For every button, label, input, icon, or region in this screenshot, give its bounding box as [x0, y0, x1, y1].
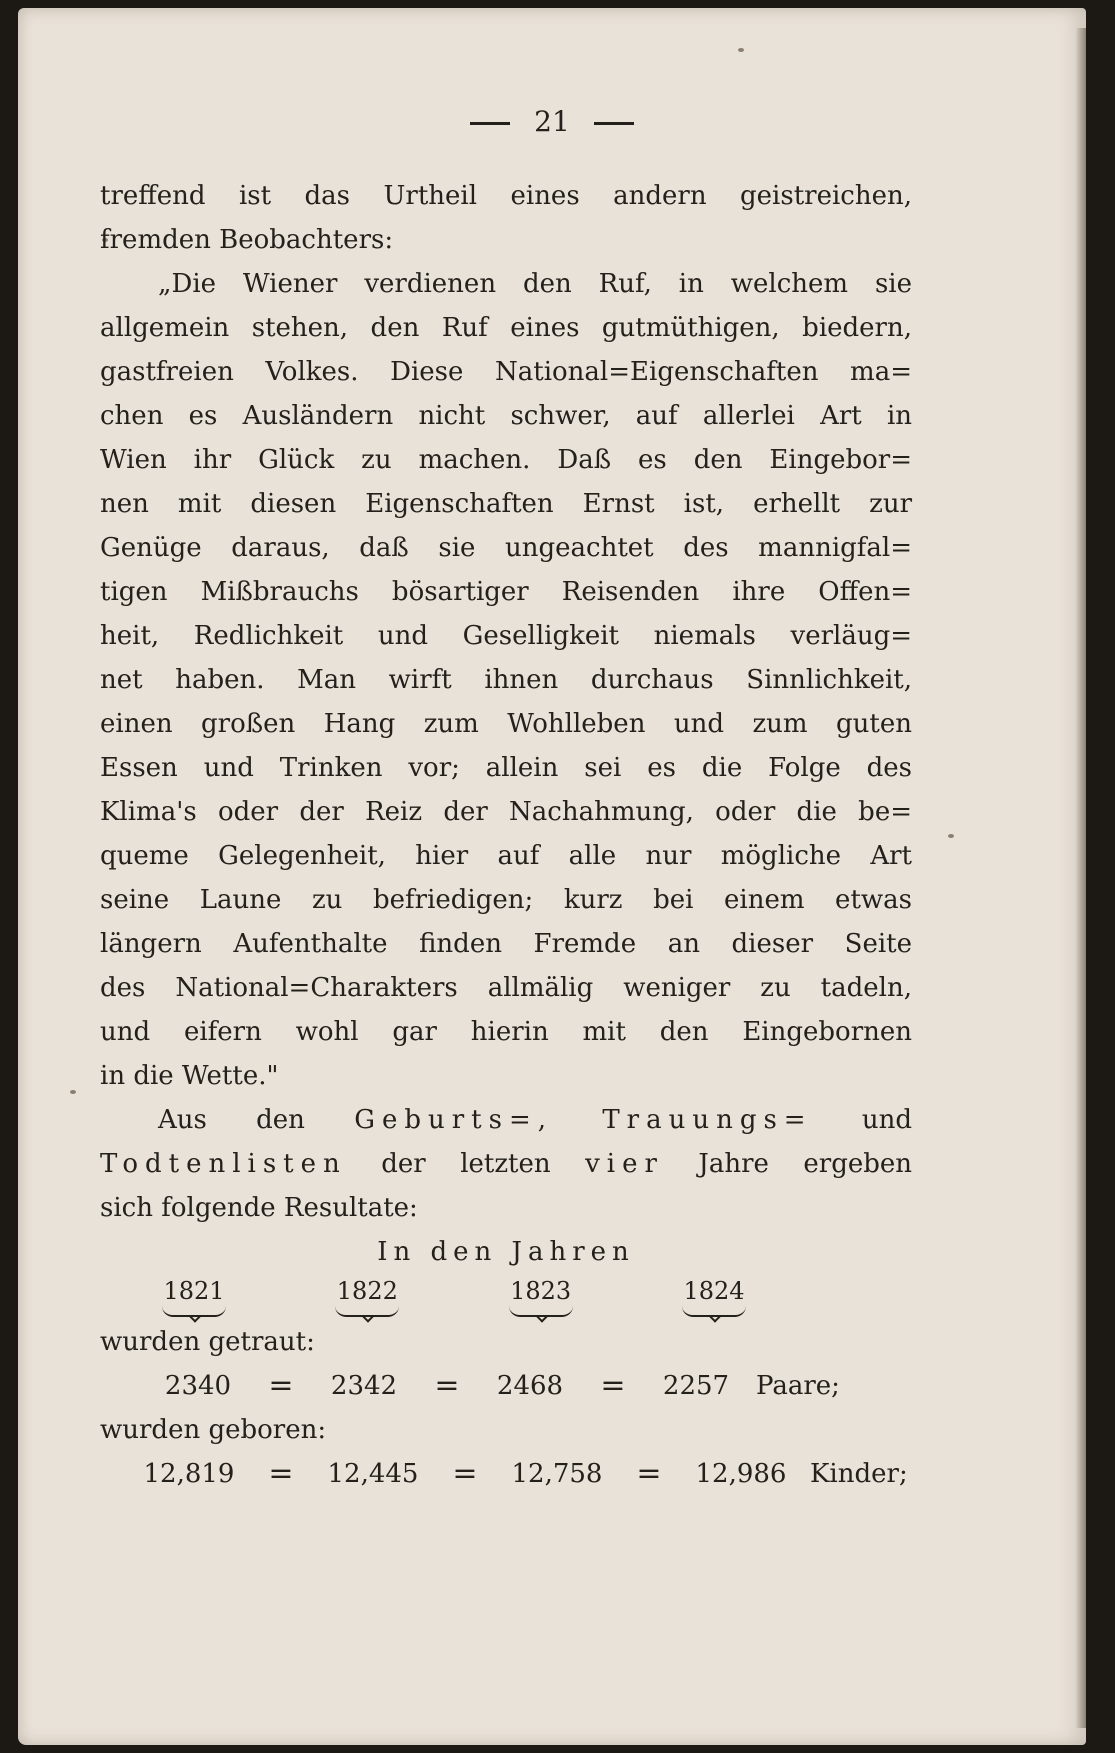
quote-line: heit, Redlichkeit und Geselligkeit niemals verläug= — [100, 621, 912, 651]
text-line: treffend ist das Urtheil eines andern geistreichen, — [100, 181, 912, 211]
quote-line: tigen Mißbrauchs bösartiger Reisenden ihre Offen= — [100, 577, 912, 607]
quote-line: des National=Charakters allmälig weniger zu tadeln, — [100, 973, 912, 1003]
born-value: 12,445 — [327, 1459, 419, 1489]
spaced-word: Trauungs= — [602, 1105, 813, 1135]
text-fragment: Aus den — [158, 1105, 305, 1135]
quote-line: chen es Ausländern nicht schwer, auf allerlei Art in — [100, 401, 912, 431]
born-value: 12,758 — [511, 1459, 603, 1489]
quote-line: Genüge daraus, daß sie ungeachtet des mannigfal= — [100, 533, 912, 563]
text-fragment: und — [861, 1105, 913, 1135]
quote-line: längern Aufenthalte finden Fremde an dieser Seite — [100, 929, 912, 959]
brace-icon — [509, 1306, 573, 1317]
row-label-married: wurden getraut: — [100, 1327, 315, 1357]
quote-line: einen großen Hang zum Wohlleben und zum guten — [100, 709, 912, 739]
text-fragment: der letzten — [381, 1149, 551, 1179]
brace-icon — [335, 1306, 399, 1317]
paper-spot — [70, 1090, 76, 1094]
book-page — [18, 8, 1086, 1745]
born-values-row — [100, 1452, 912, 1496]
year-label: 1824 — [674, 1274, 754, 1320]
text-fragment: Jahre ergeben — [698, 1149, 913, 1179]
header-dash-left — [470, 122, 510, 125]
row-label-born: wurden geboren: — [100, 1415, 327, 1445]
year-label: 1822 — [327, 1274, 407, 1320]
paper-spot — [948, 834, 954, 838]
quote-line: allgemein stehen, den Ruf eines gutmüthigen, biedern, — [100, 313, 912, 343]
table-heading: In den Jahren — [377, 1237, 635, 1267]
text-line: fremden Beobachters: — [100, 225, 394, 255]
year-label: 1823 — [501, 1274, 581, 1320]
equals-sign: = — [600, 1368, 626, 1403]
quote-line: nen mit diesen Eigenschaften Ernst ist, erhellt zur — [100, 489, 912, 519]
born-value: 12,986 — [695, 1459, 787, 1489]
equals-sign: = — [434, 1368, 460, 1403]
spaced-word: Geburts=, — [354, 1105, 554, 1135]
quote-line: queme Gelegenheit, hier auf alle nur mögliche Art — [100, 841, 912, 871]
spaced-word: Todtenlisten — [100, 1149, 347, 1179]
born-value: 12,819 — [143, 1459, 235, 1489]
equals-sign: = — [636, 1456, 662, 1491]
quote-line: gastfreien Volkes. Diese National=Eigenschaften ma= — [100, 357, 912, 387]
text-line — [100, 1142, 912, 1186]
married-value: 2342 — [330, 1371, 398, 1401]
page-edge — [1076, 28, 1086, 1728]
quote-line: Klima's oder der Reiz der Nachahmung, oder die be= — [100, 797, 912, 827]
brace-icon — [162, 1306, 226, 1317]
married-value: 2340 — [164, 1371, 232, 1401]
quote-line: seine Laune zu befriedigen; kurz bei einem etwas — [100, 885, 912, 915]
year-label: 1821 — [154, 1274, 234, 1320]
text-line: sich folgende Resultate: — [100, 1193, 418, 1223]
equals-sign: = — [268, 1456, 294, 1491]
born-unit: Kinder; — [810, 1459, 908, 1489]
quote-line: Wien ihr Glück zu machen. Daß es den Eingebor= — [100, 445, 912, 475]
header-dash-right — [594, 122, 634, 125]
married-unit: Paare; — [756, 1371, 840, 1401]
married-values-row — [100, 1364, 912, 1408]
married-value: 2468 — [496, 1371, 564, 1401]
equals-sign: = — [268, 1368, 294, 1403]
page-number: 21 — [534, 105, 570, 138]
year-header-row — [154, 1274, 754, 1320]
page-body — [100, 174, 912, 1496]
text-line — [100, 1098, 912, 1142]
married-value: 2257 — [662, 1371, 730, 1401]
spaced-word: vier — [585, 1149, 664, 1179]
brace-icon — [682, 1306, 746, 1317]
paper-spot — [738, 48, 744, 52]
page-header — [18, 100, 1086, 144]
quote-line: in die Wette." — [100, 1061, 279, 1091]
quote-line: net haben. Man wirft ihnen durchaus Sinnlichkeit, — [100, 665, 912, 695]
quote-line: „Die Wiener verdienen den Ruf, in welchem sie — [158, 269, 912, 299]
quote-line: Essen und Trinken vor; allein sei es die Folge des — [100, 753, 912, 783]
equals-sign: = — [452, 1456, 478, 1491]
quote-line: und eifern wohl gar hierin mit den Eingebornen — [100, 1017, 912, 1047]
